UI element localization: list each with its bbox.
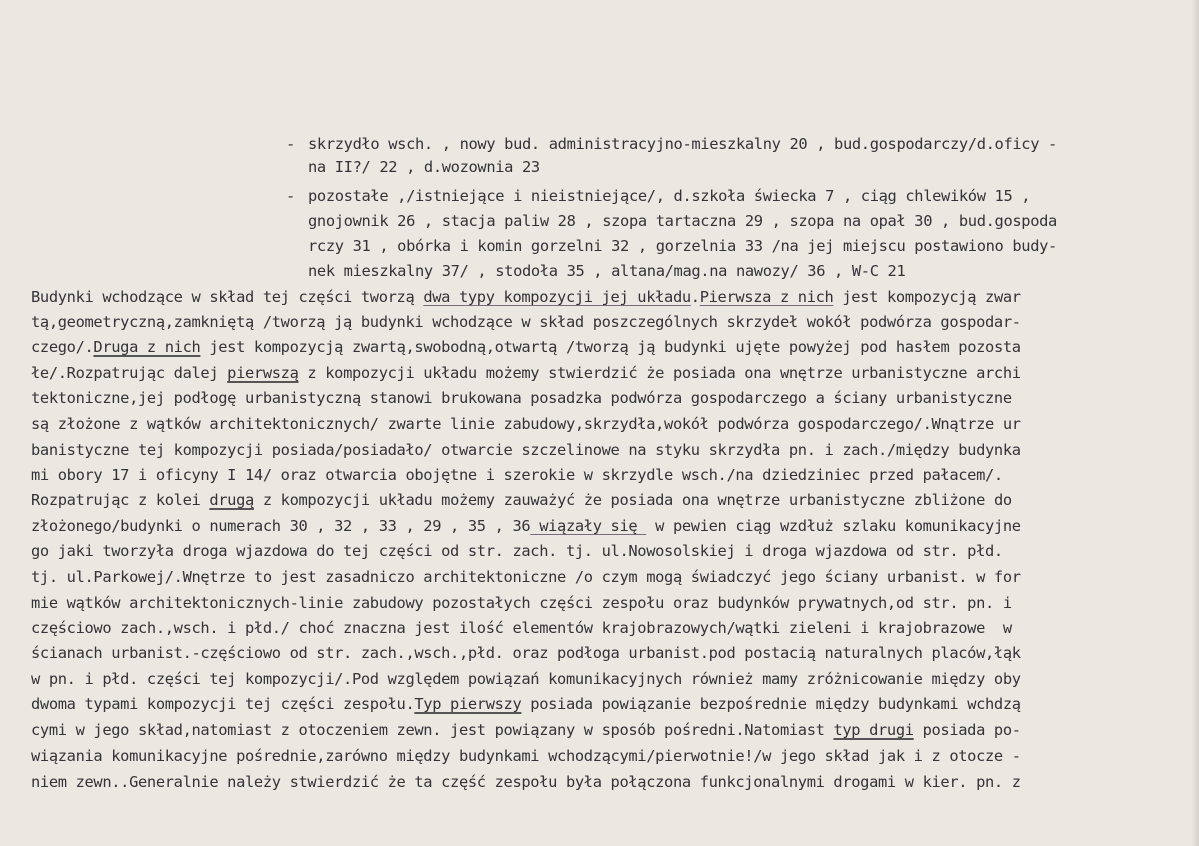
list-item-line: gnojownik 26 , stacja paliw 28 , szopa tartaczna 29 , szopa na opał 30 , bud.gospoda <box>308 212 1057 230</box>
body-line: są złożone z wątków architektonicznych/ zwarte linie zabudowy,skrzydła,wokół podwórza gospodarczego/.Wnątrze ur <box>31 415 1021 433</box>
text-run: łe/.Rozpatrując dalej <box>31 364 228 382</box>
list-item-line: na II?/ 22 , d.wozownia 23 <box>308 158 540 176</box>
body-line: mie wątków architektonicznych-linie zabudowy pozostałych części zespołu oraz budynków prywatnych,od str. pn. i <box>31 594 1012 612</box>
text-run: posiada powiązanie bezpośrednie między budynkami wchdzą <box>521 695 1021 713</box>
body-line: mi obory 17 i oficyny I 14/ oraz otwarcia obojętne i szerokie w skrzydle wsch./na dziedziniec przed pałacem/. <box>31 466 1003 484</box>
list-dash: - <box>286 187 296 205</box>
underlined-phrase: dwa typy kompozycji jej układu <box>423 288 691 306</box>
underlined-phrase: wiązały się <box>530 517 647 535</box>
text-run: cymi w jego skład,natomiast z otoczeniem zewn. jest powiązany w sposób pośredni.Natomiast <box>31 721 834 739</box>
body-line <box>31 287 1021 307</box>
body-line: wiązania komunikacyjne pośrednie,zarówno między budynkami wchodzącymi/pierwotnie!/w jego skład jak i z otocze - <box>31 747 1021 765</box>
text-run: czego/. <box>31 338 94 356</box>
body-line: ścianach urbanist.-częściowo od str. zach.,wsch.,płd. oraz podłoga urbanist.pod postacią naturalnych placów,łąk <box>31 644 1021 662</box>
list-dash: - <box>286 135 296 153</box>
text-run: Rozpatrując z kolei <box>31 491 210 509</box>
body-line: częściowo zach.,wsch. i płd./ choć znaczna jest ilość elementów krajobrazowych/wątki zieleni i krajobrazowe w <box>31 619 1012 637</box>
underlined-phrase: pierwszą <box>227 364 299 382</box>
paper-edge <box>1191 0 1199 846</box>
body-line <box>31 363 1021 383</box>
body-line: tj. ul.Parkowej/.Wnętrze to jest zasadniczo architektoniczne /o czym mogą świadczyć jego ściany urbanist. w for <box>31 568 1021 586</box>
body-line: tą,geometryczną,zamkniętą /tworzą ją budynki wchodzące w skład poszczególnych skrzydeł wokół podwórza gospodar- <box>31 313 1021 331</box>
body-line <box>31 337 1021 357</box>
list-item-line: rczy 31 , obórka i komin gorzelni 32 , gorzelnia 33 /na jej miejscu postawiono budy- <box>308 237 1057 255</box>
text-run: z kompozycji układu możemy stwierdzić że posiada ona wnętrze urbanistyczne archi <box>298 364 1021 382</box>
underlined-phrase: typ drugi <box>833 721 914 739</box>
list-item-line: skrzydło wsch. , nowy bud. administracyjno-mieszkalny 20 , bud.gospodarczy/d.oficy - <box>308 135 1057 153</box>
body-line: go jaki tworzyła droga wjazdowa do tej części od str. zach. tj. ul.Nowosolskiej i droga wjazdowa od str. płd. <box>31 542 1003 560</box>
body-line: w pn. i płd. części tej kompozycji/.Pod względem powiązań komunikacyjnych również mamy zróżnicowanie między oby <box>31 670 1021 688</box>
text-run: Budynki wchodzące w skład tej części tworzą <box>31 288 424 306</box>
underlined-phrase: Pierwsza z nich <box>699 288 834 306</box>
underlined-phrase: Typ pierwszy <box>414 695 522 713</box>
body-line: banistyczne tej kompozycji posiada/posiadało/ otwarcie szczelinowe na styku skrzydła pn. i zach./między budynka <box>31 441 1021 459</box>
text-run: posiada po- <box>913 721 1021 739</box>
body-line: tektoniczne,jej podłogę urbanistyczną stanowi brukowana posadzka podwórza gospodarczego a ściany urbanistyczne <box>31 389 1012 407</box>
text-run: jest kompozycją zwartą,swobodną,otwartą /tworzą ją budynki ujęte powyżej pod hasłem pozosta <box>200 338 1021 356</box>
body-line <box>31 694 1021 714</box>
list-item-line: nek mieszkalny 37/ , stodoła 35 , altana/mag.na nawozy/ 36 , W-C 21 <box>308 262 906 280</box>
text-run: jest kompozycją zwar <box>833 288 1021 306</box>
text-run: w pewien ciąg wzdłuż szlaku komunikacyjne <box>646 517 1021 535</box>
body-line: niem zewn..Generalnie należy stwierdzić że ta część zespołu była połączona funkcjonalnymi drogami w kier. pn. z <box>31 773 1021 791</box>
text-run: złożonego/budynki o numerach 30 , 32 , 33 , 29 , 35 , 36 <box>31 517 531 535</box>
underlined-phrase: drugą <box>209 491 254 509</box>
text-run: dwoma typami kompozycji tej części zespołu. <box>31 695 415 713</box>
list-item-line: pozostałe ,/istniejące i nieistniejące/, d.szkoła świecka 7 , ciąg chlewików 15 , <box>308 187 1031 205</box>
body-line <box>31 720 1021 740</box>
text-run: . <box>690 288 700 306</box>
text-run: z kompozycji układu możemy zauważyć że posiada ona wnętrze urbanistyczne zbliżone do <box>253 491 1012 509</box>
body-line <box>31 516 1021 536</box>
underlined-phrase: Druga z nich <box>93 338 201 356</box>
body-line <box>31 490 1012 510</box>
